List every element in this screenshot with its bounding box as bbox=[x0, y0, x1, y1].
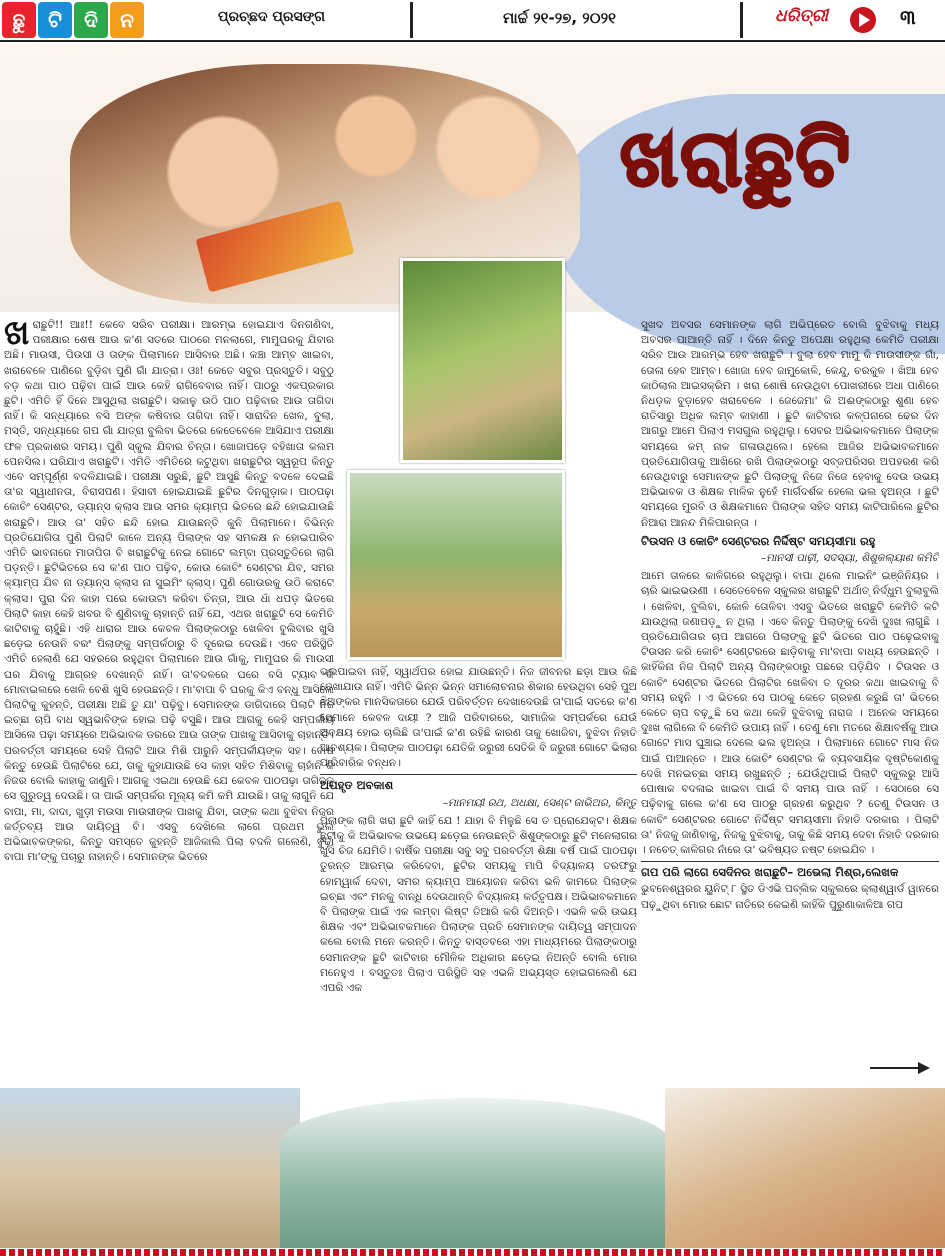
article-column-2 bbox=[320, 665, 637, 1068]
section-logo bbox=[2, 2, 144, 38]
boy-studying-photo bbox=[665, 1088, 945, 1248]
page-number: ୩ bbox=[900, 5, 916, 29]
subheading: ଟିଉସନ ଓ କୋଚିଂ ସେଣ୍ଟରର ନିର୍ଦ୍ଦିଷ୍ଟ ସମୟସୀମା ରହୁ bbox=[641, 533, 876, 548]
byline: –ମାନସୀ ପାଢ଼ୀ, ସଦସ୍ୟା, ଶିଶୁକଲ୍ୟାଣ କମିଟି bbox=[760, 552, 939, 565]
subheading: ଗପ ପରି ଲାଗେ ସେଦିନର ଖରାଛୁଟି– ଅଭେଲା ମିଶ୍ର,ଲେଖକ bbox=[641, 865, 899, 880]
continued-arrow-icon bbox=[870, 1062, 930, 1074]
village-children-photo bbox=[347, 470, 565, 660]
header-divider bbox=[410, 2, 413, 38]
byline: –ମାନମୟୀ ରଥ, ଅଧକ୍ଷା, ସେଣ୍ଟ ଜାଭିଅର, କିନ୍ତୁ bbox=[442, 796, 637, 809]
drop-cap: ଖ bbox=[4, 318, 30, 353]
page-header bbox=[0, 0, 945, 42]
paragraph-text: ଭଲପାଇବା ନାହିଁ, ସ୍ୱାର୍ଥପର ହୋଇ ଯାଉଛନ୍ତି। ନିଜ ଜୀବନର ଛଡ଼ା ଆଉ କିଛି ଦେଖାଯାଉ ନାହିଁ। ଏମିତି ଭିନ୍ନ ଭିନ୍ନ ସମାଲୋଚନାର ଶିକାର ହେଉଥିବା ସେହି ପୁଅ ଝିଅଙ୍କର ମାନସିକତାରେ ଯେଉଁ ପରିବର୍ତ୍ତନ ଦେଖାଦେଉଛି ତା'ପାଇଁ ସତରେ କ'ଣ ସେମାନେ କେବଳ ଦାୟୀ ? ଆଜି ପରିବାରରେ, ସାମାଜିକ ସମ୍ପର୍କରେ ଯେଉଁ ଅବକ୍ଷୟ ହୋଇ ଚାଲିଛି ତା'ପାଇଁ କ'ଣ ରହିଛି କାରଣ ତାକୁ ଖୋଜିବା, ବୁଝିବା ନିହାତି ଆବଶ୍ୟକ। ପିଲାଙ୍କ ପାଠପଢ଼ା ଯେତିକି ଜରୁରୀ ସେତିକି ବି ଜରୁରୀ ଗୋଟେ ଭିଲାର ପାରିବାରିକ ବନ୍ଧନ। bbox=[320, 666, 637, 770]
section-divider bbox=[320, 774, 637, 775]
logo-letter: ଟି bbox=[38, 2, 72, 38]
header-divider bbox=[740, 2, 743, 38]
section-name: ପ୍ରଚ୍ଛଦ ପ୍ରସଙ୍ଗ bbox=[218, 9, 325, 25]
paragraph-text: ପିଲାଙ୍କ ଲାଗି ଖରା ଛୁଟି କାହିଁ ଯେ ! ଯାହା ବି ମିଳୁଛି ସେ ତ ପ୍ରୋଯେକ୍ଟ। ଶିକ୍ଷକ ଛୁଟୀକୁ କି ଅଭିଭାବକ ଉଭୟେ ଛଡ଼େଇ ନେଉଛନ୍ତି ଶିଶୁଙ୍କଠାରୁ ଛୁଟି ମନେଲାଗର ଖୁସି ଚିଜ ଯେମିତି। ବାର୍ଷିକ ପରୀକ୍ଷା ସବୁ ସବୁ ପରବର୍ତ୍ତୀ ଶିକ୍ଷା ବର୍ଷ ପାଇଁ ପାଠପଢ଼ା ତୁରନ୍ତ ଆରମ୍ଭ କରିଦେବା, ଛୁଟିର ସମୟକୁ ମାପି ବିଦ୍ୟାଳୟ ତରଫରୁ ହୋମ୍ୱାର୍କ ଦେବା, ସମର କ୍ୟାମ୍ପ ଆୟୋଜନ କରିବା ଭଳି କାମରେ ପିଲାଙ୍କ ଇଚ୍ଛା ଏବଂ ମନକୁ ବାନ୍ଧି ଦେଉଥାନ୍ତି ବିଦ୍ୟାଳୟ କର୍ତ୍ତୃପକ୍ଷ। ଅଭିଭାବକମାନେ ବି ପିଲାଙ୍କ ପାଇଁ ଏକ ଲମ୍ବା ଲିଷ୍ଟ ତିଆରି କରି ଦିଅନ୍ତି। ଏଭଳି କରି ଉଭୟ ଶିକ୍ଷକ ଏବଂ ଅଭିଭାବକମାନେ ପିଲାଙ୍କ ପ୍ରତି ସେମାନଙ୍କ ଦାୟିତ୍ୱ ସମ୍ପାଦନ କଲେ ବୋଲି ମନେ କରନ୍ତି। କିନ୍ତୁ ବାସ୍ତବରେ ଏହା ମାଧ୍ୟମରେ ପିଲାଙ୍କଠାରୁ ସେମାନଙ୍କ ଛୁଟି କାଟିବାର ମୌଳିକ ଅଧିକାର ଛଡ଼େଇ ନିଅନ୍ତି ବୋଲି ମୋର ମନେହୁଏ । ବସ୍ତୁତଃ ପିଲାଏ ପରିସ୍ଥିତି ସହ ଏଭଳି ଅଭ୍ୟସ୍ତ ହୋଇଗଲେଣି ଯେ ଏପରି ଏକ bbox=[320, 814, 637, 995]
issue-date: ମାର୍ଚ୍ଚ ୨୧-୨୭, ୨୦୨୧ bbox=[503, 9, 616, 27]
logo-letter: ନ bbox=[110, 2, 144, 38]
paragraph-text: ରାଛୁଟି!! ଆଃ!! କେବେ ସରିବ ପରୀକ୍ଷା। ଆରମ୍ଭ ହୋଇଯାଏ ଦିନଗଣିବା, ପରୀକ୍ଷାର ଶେଷ ଆଉ କ'ଣ ସତରେ ପାଠରେ ମନଲାଗେ, ମାମୁଘରକୁ ଯିବାର ଅଛି। ମାଉସୀ, ପିଉସୀ ଓ ତାଙ୍କ ପିଲାମାନେ ଆସିବାର ଅଛି। କଞ୍ଚା ଆମ୍ବ ଖାଇବା, ଖରାବେଳେ ପାଣିରେ ବୁଡ଼ିବା ପୁଣି ଗାଁ ଯାତ୍ରା। ଓଃ! କେତେ ସବୁର ପ୍ରସ୍ତୁତି। ସବୁଠୁ ବଡ଼ କଥା ପାଠ ପଢ଼ିବା ପାଇଁ ଆଉ କେହି ରାଗିବେବାର ନାହିଁ। ପାଠରୁ ଏକପ୍ରକାର ଛୁଟି। ଏମିତି ହିଁ ଦିନେ ଆସୁଥିଲା ଖରାଛୁଟି। ସକାଳୁ ଉଠି ପାଠ ପଢ଼ିବାର ଆଉ ତାଗିଦା ନାହିଁ। କି ସନ୍ଧ୍ୟାରେ ବସି ଅଙ୍କ କଷିବାର ତାଗିଦା ନାହିଁ। ସାରାଦିନ ଖେଳ, ବୁଲା, ମସ୍ତି, ସନ୍ଧ୍ୟାରେ ଗପ ଗାଁ ଯାତ୍ରା ବୁଲିବା ଭିତରେ କେତେବେଳେ ଆସିଯାଏ ପରୀକ୍ଷା ଫଳ ପ୍ରକାଶର ସମୟ। ପୁଣି ସ୍କୁଲ ଯିବାର ଚିନ୍ତା। ଖୋଜାପଡ଼େ ବହିଖାତା କଲମ ପେନସିଲ। ଘରିଯାଏ ଖରାଛୁଟି। ଏମିତି ଏମିତିରେ କଟୁଥିବା ଖରାଛୁଟିର ସ୍ୱରୂପ କିନ୍ତୁ ଏବେ ସମ୍ପୂର୍ଣ୍ଣ ବଦଳିଯାଇଛି। ପରୀକ୍ଷା ସରୁଛି, ଛୁଟି ଆସୁଛି କିନ୍ତୁ ବଦଳେ ଦେଇଛି ତା'ର ସ୍ୱାଧୀନତା, ବିରାସପଣ। ହିସାବୀ ହୋଇଯାଇଛି ଛୁଟିର ଦିନଗୁଡ଼ାକ। ପାଠପଢ଼ା କୋଚିଂ ସେଣ୍ଟର, ଡ୍ୟାନ୍ସ କ୍ଲାସ ଆଉ ସମର କ୍ୟାମ୍ପ ଭିତରେ ଛନ୍ଦି ହୋଇଯାଉଛି ଖରାଛୁଟି। ଆଉ ତା' ସହିତ ଛନ୍ଦି ହୋଇ ଯାଉଛନ୍ତି କୁନି ପିଲାମାନେ। ବିଭିନ୍ନ ପ୍ରତିଯୋଗିତା ପୁଣି ପିଲାଟି କାଳେ ଅନ୍ୟ ପିଲାଙ୍କ ସହ ସମକକ୍ଷ ନ ହୋଇପାରିବ ଏମିତି ଭାବନାରେ ମାତାପିତା ବି ଖରାଛୁଟିକୁ ନେଇ ଗୋଟେ ଲମ୍ବା ପ୍ରସ୍ତୁତିରେ ଲାଗି ପଡ଼ନ୍ତି। ଛୁଟିଭିତରେ ସେ କ'ଣ ପାଠ ପଢ଼ିବ, କୋଉ କୋଚିଂ ସେଣ୍ଟର ଯିବ, ସମର କ୍ୟାମ୍ପ ଯିବ ନା ଡ୍ୟାନ୍ସ କ୍ଲାସ ନା ସୁଇମିଂ କ୍ଲାସ୍। ପୁଣି ଗୋଉରକୁ ଉଠି କରାଟେ କ୍ଲାସ। ପୁରା ଦିନ କାହା ପରେ କୋଉଟା କରିବା ଚିନ୍ତା, ଆଉ ଧାଁ ଧପଡ଼ ଭିତରେ ପିଲାଟି କାହା କେହି ଖବର ବି ଣୁଣିବାକୁ ଚାହାନ୍ତି ନାହିଁ ଯେ, ଏଥର ଖରାଛୁଟି ସେ କେମିତି କାଟିବାକୁ ଚାହୁଁଛି। ଏହି ଧାରାର ଆଉ କେବଳ ପିଲାଙ୍କଠାରୁ ଖେଳିବା ବୁଲିବାର ଖୁସି ଛଡ଼େଇ ନେଉନି ବରଂ ପିଲାଙ୍କୁ ସମ୍ପର୍କଠାରୁ ବି ଦୂରେଇ ଦେଉଛି। ଏବେ ପରିସ୍ଥିତି ଏମିତି ହେଲାଣି ଯେ ସହରରେ ରହୁଥିବା ପିଲାମାନେ ଆଉ ଗାଁକୁ, ମାମୁଘର କି ମାଉସୀ ଘର ଯିବାକୁ ଆଗ୍ରହ ଦେଖାନ୍ତି ନାହିଁ। ତା'ବଦଳରେ ଘରେ ବସି ଟ୍ୟାବ କି ମୋବାଇଲରେ ଖେଳି ବେଶି ଖୁସି ହେଉଛନ୍ତି। ମା'ବାପା ବି ଘରକୁ କିଏ ବନ୍ଧୁ ଆସିଲେ ପିଲାଟିକୁ କୁହନ୍ତି, ପରୀକ୍ଷା ଅଛି ତୁ ଯା' ପଢ଼ିବୁ। ସେମାନଙ୍କ ଡାଗିଦାରେ ପିଲାଟି ନିଜ ଇଚ୍ଛା ଚାପି ବାଧ ସ୍ୱଭାବିଙ୍କ ହୋଇ ପଢ଼ି ବସୁଛି। ଆଉ ଆଗକୁ କେହି ସମ୍ପର୍କୀୟ ଆସିଲେ ପଢ଼ା ସମୟରେ ଅଭିଭାବକ ଡରରେ ଆଉ ତାଙ୍କ ପାଖକୁ ଆସିବାକୁ ଚାହାନ୍ତି। ପରବର୍ତ୍ତୀ ସମୟରେ ସେହି ପିଲାଟି ଆଉ ମିଶି ପାରୁନି ସମ୍ପର୍କୀୟଙ୍କ ସହ। ବୋଷ କିନ୍ତୁ ହେଉଛି ପିଲାଟିରେ ଯେ, ତାକୁ କୁହାଯାଉଛି ସେ କାହା ସହିତ ମିଶିବାକୁ ଚାହାଁନି କି ନିଜର ବୋଲି କାହାକୁ ଜାଣୁନି। ଆଗକୁ ଏଇଥା ହେଉଛି ଯେ କେବଳ ପାଠପଢ଼ା ତାଗିଦକୁ ସେ ଗୁରୁତ୍ୱ ଦେଉଛି। ତା ପାଇଁ ସମ୍ପର୍କର ମୂଲ୍ୟ କମି କମି ଯାଉଛି। ତାକୁ ଲାଗୁନି ଯେ ବାପା, ମା, ଦାଦା, ଖୁଡ଼ୀ ମଉସା ମାଉସୀଙ୍କ ପାଖକୁ ଯିବା, ତାଙ୍କ କଥା ବୁଝିବା ନିଜର କର୍ତ୍ତବ୍ୟ ଆଉ ଦାୟିତ୍ୱ ବି। ଏସବୁ ଦେଖିଲେ ଲାଗେ ପ୍ରଥମ ଭୁଲ ଅଭିଭାବକଙ୍କର, କିନ୍ତୁ ସମସ୍ତେ କୁହନ୍ତି ଆଜିକାଲି ପିଲା ବଦଳି ଗଲେଣି, ବୁଢ଼ା ବାପା ମା'ଙ୍କୁ ପଚାରୁ ନାହାନ୍ତି। ସେମାନଙ୍କ ଭିତରେ bbox=[4, 319, 334, 864]
footer-bar bbox=[0, 1249, 945, 1256]
play-icon bbox=[850, 7, 876, 33]
children-cricket-photo bbox=[0, 1088, 300, 1248]
bottom-photo-strip bbox=[0, 1088, 945, 1248]
paragraph-text: ସୁଖଦ ଅବସର ସେମାନଙ୍କ ଲାଗି ଅଭିପ୍ରେତ ବୋଲି ବୁଝିବାକୁ ମଧ୍ୟ ଅବସର ପାଆନ୍ତି ନାହିଁ । ଦିନେ କିନ୍ତୁ ଅପେକ୍ଷା ରହୁଥିଲା କେମିତି ପରୀକ୍ଷା ସରିବ ଆଉ ଆରମ୍ଭ ହେବ ଖରାଛୁଟି । ବୁଲା ହେବ ମାମୁ କି ମାଉସୀଙ୍କ ଗାଁ, ତୋଳା ହେବ ଆମ୍ବ। ଖୋଜା ହେବ ଜାମୁକୋଳି, କେନ୍ଦୁ, ଚରକୁଳ । ଖିଆ ହେବ କାଠିଲାଲ ଆଇସକ୍ରିମ । ଖରା ଶୋଷି ନେଉଥିବା ପୋଖରୀରେ ଅଧା ପାଣିରେ ନିଧଡ଼କ ବୁଡ଼ାହେବ ଖରାବେଳେ । ଜେଜେମା' କି ଅଈଙ୍କଠାରୁ ଶୁଣା ହେବ ରାତିସାରୁ ଅଧିକ ଲମ୍ବ କାହାଣୀ । ଛୁଟି କାଟିବାର କଳ୍ପନାରେ ଢେର ଦିନ ଆଗରୁ ଆମେ ପିଲାଏ ମସଗୁଲ ରହୁଥିଲୁ। ସେବର ଅଭିଭାବକମାନେ ପିଲାଙ୍କ ସମୟରେ କମ୍ ନାକ ଗଳାଉଥିଲେ। ହେଲେ ଆଜିର ଅଭିଭାବକମାନେ ପ୍ରତିଯୋଗିତାକୁ ଆଖିରେ ରଖି ପିଲାଙ୍କଠାରୁ ସବ୍ଜପରିସର ଅପହରଣ କରି ନେଉଥିବାରୁ ସେମାନଙ୍କ ଛୁଟି ପିଲାଙ୍କୁ ନିଜେ ନିଜେ ହେବାକୁ ଦେଉ ଉଭୟ ଅଭିଭାବକ ଓ ଶିକ୍ଷକ ମାଳିକ ନୁହେଁ ମାର୍ଗଦର୍ଶକ ହେଲେ ଭଲ ହୁଅନ୍ତା । ଛୁଟି ସମୟରେ ମୁରବି ଓ ଶିକ୍ଷକମାନେ ପିଲାଙ୍କ ସହିତ ସମୟ କାଟିପାରିଲେ ଛୁଟିର ନିଆରା ଆନନ୍ଦ ମିଳିପାରନ୍ତା । bbox=[641, 319, 939, 529]
paragraph-text: ଆମେ ତାଳରେ କାଳିଗରେ ରହୁଥିଲୁ। ବାପା ଥିଲେ ମାଇନିଂ ଇଞ୍ଜିନିୟର । ଚାରି ଭାଇଭଉଣୀ । ସେତେବେଳେ ସ୍କୁଲର ଖରାଛୁଟି ଅର୍ଥାତ୍ ନିର୍ଦ୍ଧୁମ ବୁଲାବୁଲି । ଖେଳିବା, ବୁଲିବା, କୋଳି ତୋଳିବା ଏସବୁ ଭିତରେ ଖରାଛୁଟି କେମିତି କଟି ଯାଉଥିଲା ଜଣାପଡ଼ୁ ନ ଥିଲା । ଏବେ କିନ୍ତୁ ପିଲାଙ୍କୁ ଦେଖି ଦୁଃଖ ଲାଗୁଛି । ପ୍ରତିଯୋଗିତାର ଚାପ ଆଗରେ ପିଲାଙ୍କୁ ଛୁଟି ଭିତରେ ପାଠ ପଢ଼େଇବାକୁ ଟିଉସନ କରି କୋଚିଂ ସେଣ୍ଟରରେ ଛାଡ଼ିବାକୁ ମା'ବାପା ବାଧ୍ୟ ହେଉଛନ୍ତି । କାହିଁକିନା ନିଜ ପିଲାଟି ଅନ୍ୟ ପିଲାଙ୍କଠାରୁ ପଛରେ ପଡ଼ିଯିବ । ଟିଉସନ ଓ କୋଚିଂ ସେଣ୍ଟର ଭିତରେ ପିଲାଟିର ଖେଳିବା ତ ଦୂରର କଥା ଖାଇବାକୁ ବି ସମୟ ରହୁନି । ଏ ଭିତରେ ସେ ପାଠକୁ କେତେ ଗ୍ରହଣ କରୁଛି ତା' ଭିତରେ କେତେ ଚାପ ବଢ଼ୁଛି ସେ କଥା କେହି ବୁଝିବାକୁ ନାରାଜ । ଅନେକ ସମୟରେ ଦୁଃଖ ଲାଗିଲେ ବି କେମିତି ଉପାୟ ନାହିଁ । ତେଣୁ ମୋ ମତରେ ଶିକ୍ଷାବର୍ଷକୁ ଆଉ ଗୋଟେ ମାସ ଘୁଞ୍ଚାଇ ଦେଲେ ଭଲ ହୁଅନ୍ତା । ପିଲାମାନେ ଗୋଟେ ମାସ ନିଜ ପାଇଁ ପାଆନ୍ତେ । ଆଉ କୋଚିଂ ସେଣ୍ଟର କି ବ୍ୟବସାୟିକ ଦୃଷ୍ଟିକୋଣକୁ ଦେଖି ମନଇଚ୍ଛା ସମୟ ରଖୁଛନ୍ତି ; ଯେଉଁଥିପାଇଁ ପିଲାଟି ସ୍କୁଲରୁ ଆସି ପୋଷାକ ବଦଳାଇ ଖାଇବା ପାଇଁ ବି ସମୟ ପାଉ ନାହିଁ । ସେଠାରେ ସେ ପଢ଼ିବାକୁ ଗଲେ କ'ଣ ସେ ପାଠରୁ ଗ୍ରହଣ କରୁଥିବ ? ତେଣୁ ଟିଉସନ ଓ କୋଚିଂ ସେଣ୍ଟରର ଗୋଟେ ନିର୍ଦ୍ଦିଷ୍ଟ ସମୟସୀମା ନିହାତି ଦରକାର । ପିଲାଟି ତା' ନିଜକୁ ଜାଣିବାକୁ, ନିଜକୁ ବୁଝିବାକୁ, ତାକୁ କିଛି ସମୟ ଦେବା ନିହାତି ଦରକାର । ନଚେତ୍ କାଳିଗର ନାଁରେ ତା' ଭବିଷ୍ୟତ ନଷ୍ଟ ହୋଇଯିବ । bbox=[641, 570, 939, 856]
children-playing-photo bbox=[400, 258, 565, 463]
intro-paragraph bbox=[4, 318, 334, 865]
logo-letter: ଦି bbox=[74, 2, 108, 38]
main-headline: ଖରାଛୁଟି bbox=[620, 114, 852, 204]
subheading: ଅପହୃତ ଅବକାଶ bbox=[320, 778, 394, 793]
logo-letter: ଛୁ bbox=[2, 2, 36, 38]
paragraph-text: ଭୁବନେଶ୍ୱରର ୟୁନିଟ୍ ୮ ସ୍ଥିତ ଡିଏଭି ପବ୍ଲିକ ସ୍କୁଲରେ କ୍ଲାଶ୍ୱାର୍ଡ ୱାନରେ ପଢ଼ୁଥିବା ମୋର ଛୋଟ ନାତିରେ କେଇଣି କାହିଁକି ପୁରୁଣାକାଳିଆ ଗପ bbox=[641, 883, 939, 911]
article-column-1 bbox=[4, 318, 334, 1068]
article-column-3 bbox=[641, 318, 939, 1068]
boy-jumping-water-photo bbox=[280, 1098, 670, 1248]
newspaper-brand: ଧରିତ୍ରୀ bbox=[775, 6, 829, 26]
section-divider bbox=[641, 861, 939, 862]
